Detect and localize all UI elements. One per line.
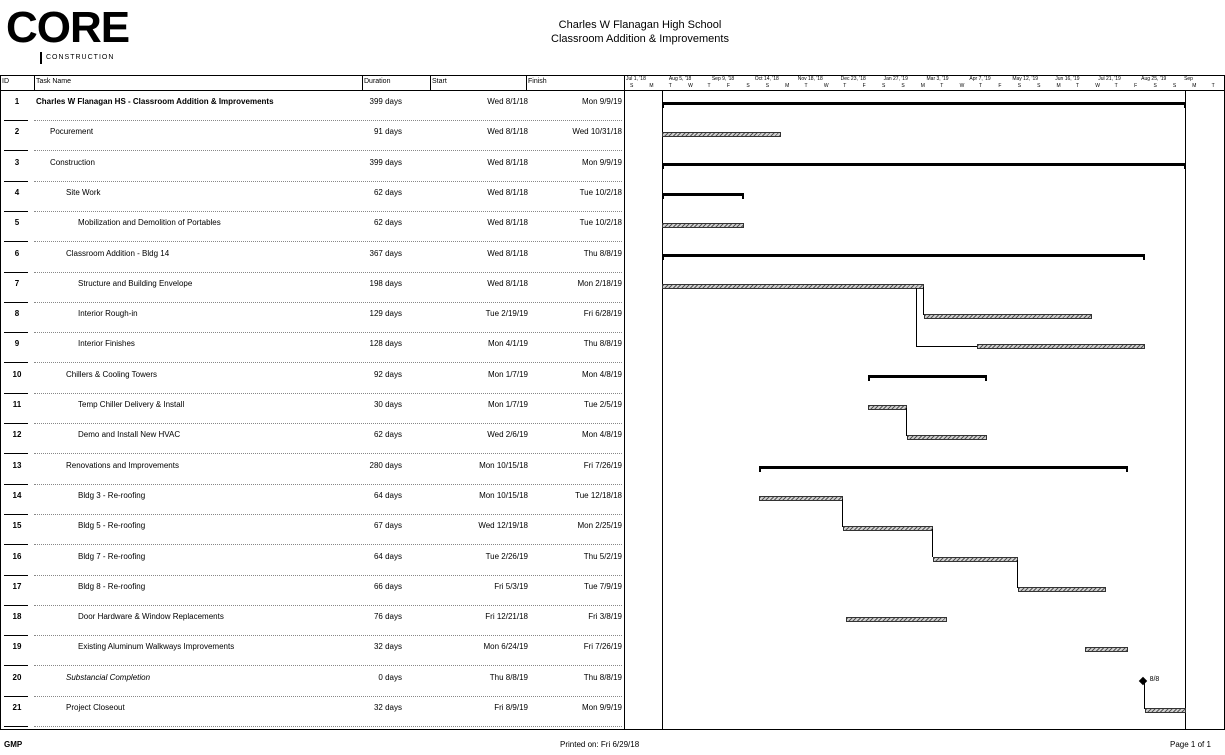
timescale-period-label: Aug 5, '18 — [668, 76, 692, 82]
milestone-label: 8/8 — [1149, 675, 1160, 683]
task-bar[interactable] — [846, 617, 947, 622]
task-id: 5 — [14, 218, 20, 228]
row-separator — [34, 211, 622, 212]
dependency-link — [916, 346, 977, 348]
timescale-weekday-label: T — [668, 83, 672, 89]
task-start: Mon 4/1/19 — [487, 339, 528, 349]
task-duration: 62 days — [373, 430, 402, 440]
row-separator — [34, 544, 622, 545]
dependency-link — [1144, 681, 1146, 709]
task-id: 2 — [14, 127, 20, 137]
task-start: Wed 8/1/18 — [487, 187, 528, 197]
id-separator — [4, 423, 28, 424]
timescale-period-label: Dec 23, '18 — [840, 76, 866, 82]
task-name: Interior Rough-in — [78, 309, 138, 319]
dependency-link — [923, 287, 925, 315]
task-duration: 32 days — [373, 642, 402, 652]
task-start: Fri 5/3/19 — [494, 581, 528, 591]
row-separator — [34, 453, 622, 454]
row-separator — [34, 120, 622, 121]
task-name: Construction — [50, 157, 95, 167]
table-row[interactable] — [0, 153, 625, 183]
timescale-weekday-label: S — [882, 83, 886, 89]
task-finish: Mon 4/8/19 — [581, 369, 622, 379]
timescale-period-label: Nov 18, '18 — [797, 76, 823, 82]
dependency-link — [1017, 560, 1019, 588]
column-divider — [430, 75, 431, 90]
task-bar[interactable] — [1085, 647, 1128, 652]
task-name: Chillers & Cooling Towers — [66, 369, 157, 379]
task-finish: Mon 2/18/19 — [577, 278, 622, 288]
task-name: Classroom Addition - Bldg 14 — [66, 248, 170, 258]
task-start: Tue 2/26/19 — [485, 551, 528, 561]
task-finish: Tue 10/2/18 — [579, 218, 622, 228]
timescale-period-label: Apr 7, '19 — [969, 76, 991, 82]
task-name: Bldg 5 - Re-roofing — [78, 521, 146, 531]
task-finish: Tue 7/9/19 — [584, 581, 622, 591]
table-row[interactable] — [0, 637, 625, 667]
summary-bar[interactable] — [868, 375, 987, 378]
table-row[interactable] — [0, 516, 625, 546]
task-start: Wed 8/1/18 — [487, 127, 528, 137]
gantt-chart — [624, 90, 1185, 727]
gantt-right-boundary — [1185, 90, 1186, 730]
summary-bar[interactable] — [759, 466, 1128, 469]
id-separator — [4, 726, 28, 727]
timescale-weekday-label: T — [1211, 83, 1215, 89]
id-separator — [4, 150, 28, 151]
row-separator — [34, 635, 622, 636]
task-id: 16 — [12, 551, 22, 561]
timescale-weekday-label: T — [1114, 83, 1118, 89]
id-separator — [4, 362, 28, 363]
id-separator — [4, 665, 28, 666]
task-finish: Tue 12/18/18 — [575, 490, 622, 500]
timescale — [624, 76, 1225, 90]
task-duration: 76 days — [373, 612, 402, 622]
id-separator — [4, 575, 28, 576]
timescale-weekday-label: F — [726, 83, 730, 89]
column-header-id: ID — [2, 78, 9, 85]
task-start: Wed 8/1/18 — [487, 278, 528, 288]
task-duration: 280 days — [369, 460, 402, 470]
column-divider — [34, 75, 35, 90]
timescale-weekday-label: T — [940, 83, 944, 89]
task-id: 21 — [12, 703, 22, 712]
task-duration: 129 days — [369, 309, 402, 319]
timescale-period-label: May 12, '19 — [1012, 76, 1039, 82]
task-start: Wed 8/1/18 — [487, 248, 528, 258]
timescale-period-label: Jan 27, '19 — [883, 76, 908, 82]
summary-bar[interactable] — [662, 163, 1186, 166]
id-separator — [4, 484, 28, 485]
task-bar[interactable] — [868, 405, 907, 410]
timescale-weekday-label: M — [920, 83, 925, 89]
id-separator — [4, 272, 28, 273]
row-separator — [34, 181, 622, 182]
task-duration: 399 days — [369, 157, 402, 167]
timescale-weekday-label: T — [804, 83, 808, 89]
summary-bar[interactable] — [662, 193, 744, 196]
logo-text: CORE — [6, 3, 130, 52]
timescale-period-label: Mar 3, '19 — [926, 76, 949, 82]
timescale-weekday-label: S — [901, 83, 905, 89]
timescale-weekday-label: S — [1153, 83, 1157, 89]
task-finish: Thu 5/2/19 — [583, 551, 622, 561]
id-separator — [4, 181, 28, 182]
timescale-weekday-label: S — [1037, 83, 1041, 89]
task-duration: 128 days — [369, 339, 402, 349]
task-duration: 64 days — [373, 490, 402, 500]
task-duration: 367 days — [369, 248, 402, 258]
dependency-link — [932, 529, 934, 557]
task-duration: 399 days — [369, 97, 402, 106]
table-row[interactable] — [0, 274, 625, 304]
row-separator — [34, 241, 622, 242]
project-title-line1: Charles W Flanagan High School — [558, 19, 722, 31]
project-title — [440, 18, 840, 46]
task-start: Mon 10/15/18 — [479, 460, 528, 470]
row-separator — [34, 696, 622, 697]
timescale-weekday-label: S — [765, 83, 770, 89]
task-finish: Mon 9/9/19 — [581, 703, 622, 712]
task-name: Temp Chiller Delivery & Install — [78, 400, 185, 409]
task-finish: Mon 9/9/19 — [581, 97, 622, 106]
task-duration: 67 days — [373, 521, 402, 531]
row-separator — [34, 726, 622, 727]
task-bar[interactable] — [662, 132, 781, 137]
logo-subtext: CONSTRUCTION — [40, 52, 114, 64]
table-row[interactable] — [0, 577, 625, 607]
timescale-weekday-label: T — [978, 83, 983, 89]
task-id: 1 — [14, 97, 20, 106]
table-row[interactable] — [0, 698, 625, 728]
id-separator — [4, 120, 28, 121]
task-finish: Thu 8/8/19 — [583, 339, 622, 349]
timescale-period-label: Jul 1, '18 — [626, 76, 646, 82]
task-name: Project Closeout — [66, 703, 125, 712]
task-bar[interactable] — [907, 435, 987, 440]
id-separator — [4, 514, 28, 515]
task-finish: Thu 8/8/19 — [583, 672, 622, 682]
task-name: Structure and Building Envelope — [78, 278, 193, 288]
table-row[interactable] — [0, 122, 625, 152]
task-id: 8 — [14, 309, 20, 319]
task-name: Site Work — [66, 187, 101, 197]
task-name: Substancial Completion — [66, 672, 151, 682]
table-row[interactable] — [0, 92, 625, 122]
row-separator — [34, 362, 622, 363]
row-separator — [34, 605, 622, 606]
task-start: Tue 2/19/19 — [485, 309, 528, 319]
id-separator — [4, 696, 28, 697]
task-name: Door Hardware & Window Replacements — [78, 612, 224, 622]
task-name: Bldg 8 - Re-roofing — [78, 581, 146, 591]
task-name: Charles W Flanagan HS - Classroom Addition & Improvements — [36, 97, 274, 106]
column-header-start: Start — [432, 78, 447, 85]
task-bar[interactable] — [1145, 708, 1186, 713]
task-duration: 64 days — [373, 551, 402, 561]
timescale-period-label: Sep 9, '18 — [711, 76, 735, 82]
table-row[interactable] — [0, 668, 625, 698]
task-id: 20 — [12, 672, 22, 682]
timescale-weekday-label: T — [1075, 83, 1079, 89]
task-duration: 66 days — [373, 581, 402, 591]
task-duration: 92 days — [373, 369, 402, 379]
row-separator — [34, 423, 622, 424]
task-finish: Thu 8/8/19 — [583, 248, 622, 258]
task-bar[interactable] — [1018, 587, 1106, 592]
id-separator — [4, 332, 28, 333]
id-separator — [4, 393, 28, 394]
table-row[interactable] — [0, 304, 625, 334]
task-id: 6 — [14, 248, 20, 258]
timescale-weekday-label: M — [649, 83, 654, 89]
task-duration: 32 days — [373, 703, 402, 712]
timescale-weekday-label: F — [998, 83, 1002, 89]
task-id: 12 — [12, 430, 22, 440]
task-start: Fri 12/21/18 — [485, 612, 528, 622]
footer-page-number: Page 1 of 1 — [1170, 740, 1211, 749]
table-row[interactable] — [0, 244, 625, 274]
row-separator — [34, 272, 622, 273]
task-bar[interactable] — [759, 496, 843, 501]
table-row[interactable] — [0, 607, 625, 637]
task-name: Interior Finishes — [78, 339, 135, 349]
timescale-weekday-label: S — [746, 83, 750, 89]
column-divider — [526, 75, 527, 90]
dependency-link — [842, 499, 844, 527]
footer-printed-date: Printed on: Fri 6/29/18 — [560, 740, 640, 749]
task-id: 15 — [12, 521, 22, 531]
task-id: 17 — [12, 581, 22, 591]
task-duration: 62 days — [373, 218, 402, 228]
task-bar[interactable] — [924, 314, 1092, 319]
task-start: Mon 10/15/18 — [479, 490, 528, 500]
task-duration: 0 days — [378, 672, 402, 682]
task-start: Fri 8/9/19 — [494, 703, 528, 712]
timescale-weekday-label: F — [1134, 83, 1138, 89]
task-id: 9 — [14, 339, 20, 349]
task-name: Renovations and Improvements — [66, 460, 179, 470]
task-start: Wed 2/6/19 — [487, 430, 528, 440]
task-finish: Fri 3/8/19 — [588, 612, 622, 622]
table-row[interactable] — [0, 425, 625, 455]
task-bar[interactable] — [933, 557, 1018, 562]
timescale-period-label: Oct 14, '18 — [754, 76, 779, 82]
task-name: Mobilization and Demolition of Portables — [78, 218, 221, 228]
task-id: 14 — [12, 490, 22, 500]
timescale-weekday-label: S — [1017, 83, 1022, 89]
timescale-weekday-label: W — [959, 83, 965, 89]
task-start: Wed 12/19/18 — [478, 521, 528, 531]
task-finish: Mon 9/9/19 — [581, 157, 622, 167]
task-name: Bldg 3 - Re-roofing — [78, 490, 146, 500]
task-id: 19 — [12, 642, 22, 652]
task-finish: Tue 2/5/19 — [584, 400, 622, 409]
timescale-weekday-label: M — [785, 83, 790, 89]
task-name: Pocurement — [50, 127, 94, 137]
task-finish: Fri 7/26/19 — [583, 642, 622, 652]
column-header-finish: Finish — [528, 78, 547, 85]
task-id: 7 — [14, 278, 20, 288]
column-header-task-name: Task Name — [36, 78, 72, 85]
task-name: Bldg 7 - Re-roofing — [78, 551, 146, 561]
table-row[interactable] — [0, 486, 625, 516]
id-separator — [4, 544, 28, 545]
task-start: Mon 1/7/19 — [487, 369, 528, 379]
task-start: Wed 8/1/18 — [487, 218, 528, 228]
table-row[interactable] — [0, 395, 625, 425]
id-separator — [4, 302, 28, 303]
dependency-link — [916, 288, 918, 347]
row-separator — [34, 514, 622, 515]
task-start: Mon 6/24/19 — [483, 642, 528, 652]
task-duration: 30 days — [373, 400, 402, 409]
timescale-weekday-label: T — [843, 83, 847, 89]
task-finish: Mon 4/8/19 — [581, 430, 622, 440]
id-separator — [4, 241, 28, 242]
task-name: Demo and Install New HVAC — [78, 430, 181, 440]
column-headers — [0, 76, 625, 90]
row-separator — [34, 484, 622, 485]
company-logo — [6, 4, 156, 66]
row-separator — [34, 575, 622, 576]
task-id: 11 — [12, 400, 22, 409]
task-id: 4 — [14, 187, 20, 197]
task-bar[interactable] — [977, 344, 1145, 349]
timescale-weekday-label: M — [1056, 83, 1061, 89]
task-finish: Wed 10/31/18 — [572, 127, 622, 137]
table-row[interactable] — [0, 213, 625, 243]
table-bottom-rule — [0, 729, 1225, 730]
task-id: 10 — [12, 369, 22, 379]
task-id: 13 — [12, 460, 22, 470]
task-finish: Tue 10/2/18 — [579, 187, 622, 197]
task-bar[interactable] — [662, 284, 924, 289]
summary-bar[interactable] — [662, 254, 1145, 257]
table-row[interactable] — [0, 183, 625, 213]
timescale-period-label: Aug 25, '19 — [1141, 76, 1167, 82]
row-separator — [34, 150, 622, 151]
task-duration: 62 days — [373, 187, 402, 197]
task-name: Existing Aluminum Walkways Improvements — [78, 642, 235, 652]
timescale-weekday-label: W — [823, 83, 829, 89]
task-id: 18 — [12, 612, 22, 622]
timescale-period-label: Sep — [1184, 76, 1193, 82]
column-header-duration: Duration — [364, 78, 391, 85]
timescale-weekday-label: W — [688, 83, 693, 89]
task-start: Wed 8/1/18 — [487, 97, 528, 106]
timescale-weekday-label: S — [630, 83, 634, 89]
task-duration: 91 days — [373, 127, 402, 137]
task-bar[interactable] — [843, 526, 932, 531]
task-finish: Fri 7/26/19 — [583, 460, 622, 470]
task-bar[interactable] — [662, 223, 744, 228]
timescale-weekday-label: M — [1192, 83, 1197, 89]
task-start: Wed 8/1/18 — [487, 157, 528, 167]
task-finish: Fri 6/28/19 — [583, 309, 622, 319]
id-separator — [4, 635, 28, 636]
id-separator — [4, 453, 28, 454]
task-finish: Mon 2/25/19 — [577, 521, 622, 531]
footer-left: GMP — [4, 740, 23, 749]
table-row[interactable] — [0, 365, 625, 395]
table-row[interactable] — [0, 456, 625, 486]
project-title-line2: Classroom Addition & Improvements — [551, 33, 729, 45]
table-row[interactable] — [0, 334, 625, 364]
task-duration: 198 days — [369, 278, 402, 288]
task-id: 3 — [14, 157, 20, 167]
row-separator — [34, 393, 622, 394]
task-start: Mon 1/7/19 — [487, 400, 528, 409]
timescale-weekday-label: W — [1095, 83, 1101, 89]
summary-bar[interactable] — [662, 102, 1186, 105]
timescale-period-label: Jun 16, '19 — [1055, 76, 1080, 82]
row-separator — [34, 332, 622, 333]
table-row[interactable] — [0, 547, 625, 577]
timescale-weekday-label: T — [707, 83, 711, 89]
row-separator — [34, 302, 622, 303]
timescale-period-label: Jul 21, '19 — [1098, 76, 1121, 82]
row-separator — [34, 665, 622, 666]
task-start: Thu 8/8/19 — [489, 672, 528, 682]
column-divider — [362, 75, 363, 90]
dependency-link — [906, 408, 908, 436]
id-separator — [4, 605, 28, 606]
timescale-weekday-label: F — [862, 83, 866, 89]
timescale-weekday-label: S — [1172, 83, 1177, 89]
id-separator — [4, 211, 28, 212]
